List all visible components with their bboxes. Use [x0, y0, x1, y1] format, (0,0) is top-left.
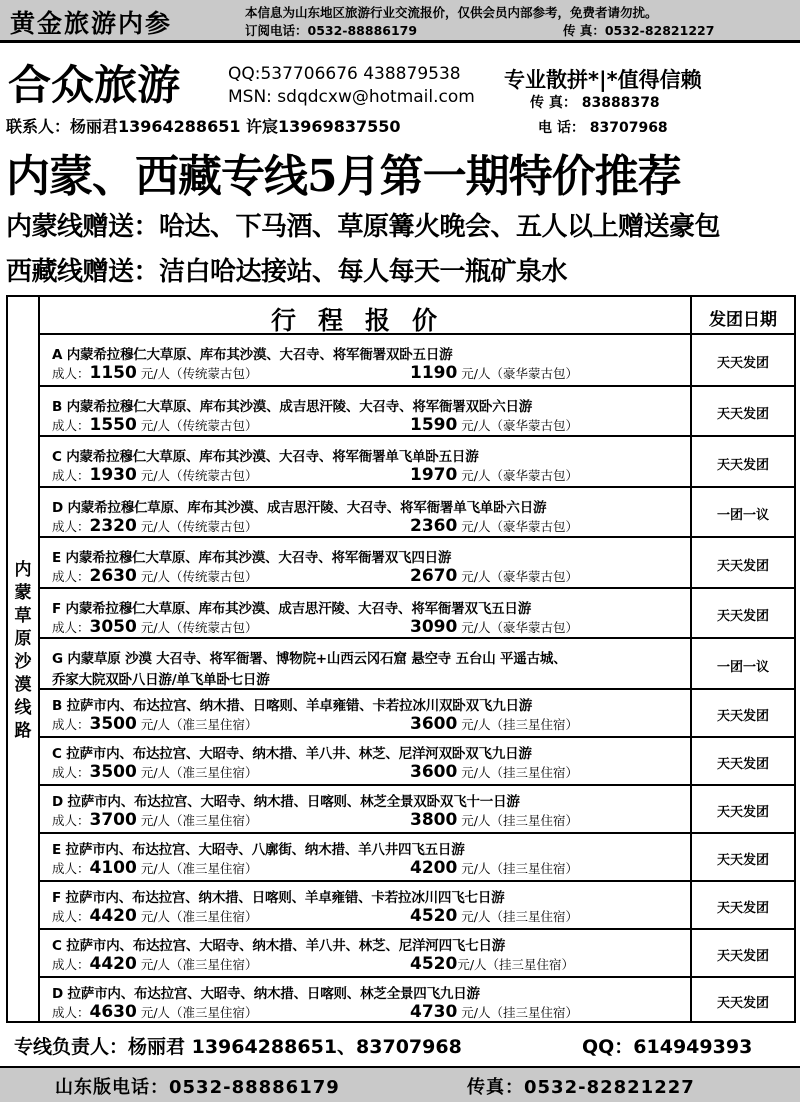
price-premium-value: 3600: [410, 762, 458, 782]
departure-date: 天天发团: [716, 356, 769, 371]
footer-tel: 山东版电话：0532-88886179: [55, 1077, 340, 1098]
itinerary-title: C 拉萨市内、布达拉宫、大昭寺、纳木措、羊八井、林芝、尼洋河双卧双飞九日游: [52, 746, 532, 762]
price-standard-value: 1550: [89, 415, 137, 435]
price-standard: [52, 465, 258, 485]
price-premium-value: 3090: [410, 617, 458, 637]
agency-contacts: 联系人：杨丽君13964288651 许宸13969837550: [6, 117, 401, 136]
table-row: [40, 882, 690, 930]
departure-date: 天天发团: [716, 609, 769, 624]
table-row: [40, 387, 690, 437]
itinerary-title: F 内蒙希拉穆仁大草原、库布其沙漠、成吉思汗陵、大召寺、将军衙署双飞五日游: [52, 601, 532, 617]
departure-date: 天天发团: [716, 805, 769, 820]
price-premium: [410, 566, 578, 586]
price-premium-note: 元/人（豪华蒙古包）: [457, 468, 579, 483]
departure-date-cell: [692, 387, 794, 437]
table-row: [40, 690, 690, 738]
price-premium-value: 4520: [410, 906, 458, 926]
price-premium-value: 4730: [410, 1002, 458, 1022]
table-row: [40, 335, 690, 387]
departure-date: 天天发团: [716, 996, 769, 1011]
price-label: 成人：: [52, 418, 90, 433]
promo-inner-mongolia: 内蒙线赠送：哈达、下马酒、草原篝火晚会、五人以上赠送豪包: [6, 212, 721, 242]
top-banner: [0, 0, 800, 43]
price-premium: [410, 810, 578, 830]
itinerary-title: D 内蒙希拉穆仁草原、库布其沙漠、成吉思汗陵、大召寺、将军衙署单飞单卧六日游: [52, 500, 547, 516]
price-label: 成人：: [52, 569, 90, 584]
departure-date-cell: [692, 639, 794, 690]
price-standard-note: 元/人（准三星住宿）: [136, 765, 258, 780]
price-standard: [52, 1002, 258, 1022]
price-label: 成人：: [52, 519, 90, 534]
table-row: [40, 639, 690, 690]
price-standard: [52, 954, 258, 974]
price-standard-value: 1150: [89, 363, 137, 383]
itinerary-title: C 内蒙希拉穆仁大草原、库布其沙漠、大召寺、将军衙署单飞单卧五日游: [52, 449, 479, 465]
price-standard-value: 1930: [89, 465, 137, 485]
price-premium: [410, 363, 578, 383]
footer-contact: [6, 1029, 796, 1061]
itinerary-title: F 拉萨市内、布达拉宫、纳木措、日喀则、羊卓雍错、卡若拉冰川四飞七日游: [52, 890, 505, 906]
price-premium: [410, 954, 574, 974]
bottom-banner: [0, 1066, 800, 1102]
price-label: 成人：: [52, 861, 90, 876]
departure-date: 天天发团: [716, 709, 769, 724]
departure-date-cell: [692, 538, 794, 589]
price-premium-note: 元/人（豪华蒙古包）: [457, 519, 579, 534]
departure-date-cell: [692, 882, 794, 930]
departure-date-cell: [692, 589, 794, 639]
column-divider: [690, 297, 692, 1021]
price-premium-value: 3600: [410, 714, 458, 734]
price-standard-note: 元/人（传统蒙古包）: [136, 468, 258, 483]
price-premium-note: 元/人（豪华蒙古包）: [457, 620, 579, 635]
departure-date-cell: [692, 738, 794, 786]
price-label: 成人：: [52, 1005, 90, 1020]
itinerary-title: D 拉萨市内、布达拉宫、大昭寺、纳木措、日喀则、林芝全景四飞九日游: [52, 986, 480, 1002]
price-premium-note: 元/人（豪华蒙古包）: [457, 418, 579, 433]
promo-tibet: 西藏线赠送：洁白哈达接站、每人每天一瓶矿泉水: [6, 257, 568, 287]
price-label: 成人：: [52, 765, 90, 780]
price-premium: [410, 762, 578, 782]
price-premium: [410, 1002, 578, 1022]
departure-date: 天天发团: [716, 757, 769, 772]
price-standard-note: 元/人（传统蒙古包）: [136, 366, 258, 381]
itinerary-title: A 内蒙希拉穆仁大草原、库布其沙漠、大召寺、将军衙署双卧五日游: [52, 347, 453, 363]
table-row: [40, 786, 690, 834]
price-standard-note: 元/人（准三星住宿）: [136, 909, 258, 924]
itinerary-title: E 内蒙希拉穆仁大草原、库布其沙漠、大召寺、将军衙署双飞四日游: [52, 550, 452, 566]
departure-date: 天天发团: [716, 901, 769, 916]
price-premium: [410, 516, 578, 536]
price-premium-value: 4200: [410, 858, 458, 878]
price-standard: [52, 566, 258, 586]
price-premium: [410, 858, 578, 878]
price-premium-note: 元/人（豪华蒙古包）: [457, 366, 579, 381]
table-row: [40, 930, 690, 978]
price-standard-value: 3500: [89, 762, 137, 782]
price-standard-note: 元/人（传统蒙古包）: [136, 620, 258, 635]
price-standard-value: 4100: [89, 858, 137, 878]
itinerary-title: E 拉萨市内、布达拉宫、大昭寺、八廓街、纳木措、羊八井四飞五日游: [52, 842, 465, 858]
footer-fax: 传真：0532-82821227: [467, 1077, 695, 1098]
price-standard-note: 元/人（准三星住宿）: [136, 1005, 258, 1020]
itinerary-title: G 内蒙草原 沙漠 大召寺、将军衙署、博物院+山西云冈石窟 悬空寺 五台山 平遥古城、: [52, 651, 567, 667]
price-premium-note: 元/人（挂三星住宿）: [457, 909, 579, 924]
departure-date: 天天发团: [716, 559, 769, 574]
price-premium: [410, 906, 578, 926]
departure-date-cell: [692, 834, 794, 882]
itinerary-title: B 拉萨市内、布达拉宫、纳木措、日喀则、羊卓雍错、卡若拉冰川双卧双飞九日游: [52, 698, 533, 714]
departure-date: 天天发团: [716, 458, 769, 473]
table-row: [40, 488, 690, 538]
agency-logo: 合众旅游: [8, 61, 181, 109]
price-standard-value: 4420: [89, 954, 137, 974]
publication-notice: 本信息为山东地区旅游行业交流报价，仅供会员内部参考，免费者请勿扰。: [245, 5, 658, 20]
table-row: [40, 738, 690, 786]
footer-manager: 专线负责人：杨丽君 13964288651、83707968: [14, 1036, 462, 1058]
price-standard-note: 元/人（传统蒙古包）: [136, 569, 258, 584]
price-premium-note: 元/人（挂三星住宿）: [457, 765, 579, 780]
departure-date-cell: [692, 488, 794, 538]
price-standard-note: 元/人（准三星住宿）: [136, 957, 258, 972]
departure-date-cell: [692, 335, 794, 387]
price-standard-value: 3700: [89, 810, 137, 830]
itinerary-title-continued: 乔家大院双卧八日游/单飞单卧七日游: [52, 672, 270, 688]
price-label: 成人：: [52, 909, 90, 924]
price-standard-note: 元/人（传统蒙古包）: [136, 519, 258, 534]
price-standard-note: 元/人（准三星住宿）: [136, 717, 258, 732]
price-standard: [52, 516, 258, 536]
price-standard-value: 4420: [89, 906, 137, 926]
price-premium: [410, 714, 578, 734]
price-standard: [52, 617, 258, 637]
price-standard: [52, 415, 258, 435]
price-label: 成人：: [52, 468, 90, 483]
departure-date-cell: [692, 930, 794, 978]
agency-phone: 电 话： 83707968: [538, 120, 668, 136]
price-premium: [410, 617, 578, 637]
itinerary-price-table: [6, 295, 796, 1023]
price-premium-value: 1590: [410, 415, 458, 435]
price-standard: [52, 363, 258, 383]
price-label: 成人：: [52, 957, 90, 972]
departure-date: 一团一议: [716, 660, 769, 675]
departure-date-cell: [692, 786, 794, 834]
price-premium-note: 元/人（挂三星住宿）: [457, 957, 575, 972]
price-premium: [410, 415, 578, 435]
agency-qq: QQ:537706676 438879538: [228, 64, 461, 84]
departure-date-cell: [692, 978, 794, 1023]
route-category-column: [8, 297, 40, 1021]
publication-fax: 传 真：0532-82821227: [563, 23, 715, 38]
price-label: 成人：: [52, 620, 90, 635]
price-label: 成人：: [52, 717, 90, 732]
price-premium-note: 元/人（挂三星住宿）: [457, 861, 579, 876]
price-standard: [52, 906, 258, 926]
header-itinerary: 行程报价: [270, 306, 459, 335]
price-standard-note: 元/人（准三星住宿）: [136, 861, 258, 876]
agency-fax: 传 真： 83888378: [530, 95, 660, 111]
price-standard-value: 2630: [89, 566, 137, 586]
table-row: [40, 834, 690, 882]
publication-title: 黄金旅游内参: [10, 9, 173, 38]
table-row: [40, 589, 690, 639]
footer-qq: QQ：614949393: [582, 1036, 753, 1058]
price-premium-note: 元/人（挂三星住宿）: [457, 717, 579, 732]
price-standard: [52, 714, 258, 734]
price-standard: [52, 858, 258, 878]
table-header: [40, 297, 794, 335]
price-premium-note: 元/人（豪华蒙古包）: [457, 569, 579, 584]
price-premium-value: 3800: [410, 810, 458, 830]
price-label: 成人：: [52, 366, 90, 381]
table-row: [40, 538, 690, 589]
price-premium-note: 元/人（挂三星住宿）: [457, 1005, 579, 1020]
price-standard-note: 元/人（传统蒙古包）: [136, 418, 258, 433]
price-premium-value: 4520: [410, 954, 458, 974]
price-standard-value: 3050: [89, 617, 137, 637]
departure-date: 一团一议: [716, 508, 769, 523]
itinerary-title: B 内蒙希拉穆仁大草原、库布其沙漠、成吉思汗陵、大召寺、将军衙署双卧六日游: [52, 399, 533, 415]
price-standard-note: 元/人（准三星住宿）: [136, 813, 258, 828]
departure-date: 天天发团: [716, 853, 769, 868]
route-category-label: 内蒙草原沙漠线路: [14, 560, 32, 741]
departure-date: 天天发团: [716, 949, 769, 964]
price-premium-value: 1190: [410, 363, 458, 383]
table-row: [40, 978, 690, 1023]
price-premium-value: 2360: [410, 516, 458, 536]
price-premium-value: 1970: [410, 465, 458, 485]
price-standard: [52, 810, 258, 830]
price-standard-value: 4630: [89, 1002, 137, 1022]
header-departure-date: 发团日期: [709, 310, 777, 330]
agency-slogan: 专业散拼*|*值得信赖: [504, 68, 702, 92]
departure-date: 天天发团: [716, 407, 769, 422]
price-standard-value: 2320: [89, 516, 137, 536]
price-premium-note: 元/人（挂三星住宿）: [457, 813, 579, 828]
price-premium-value: 2670: [410, 566, 458, 586]
page-headline: 内蒙、西藏专线5月第一期特价推荐: [6, 151, 681, 202]
subscription-phone: 订阅电话：0532-88886179: [245, 23, 418, 38]
price-standard-value: 3500: [89, 714, 137, 734]
table-row: [40, 437, 690, 488]
price-label: 成人：: [52, 813, 90, 828]
departure-date-cell: [692, 690, 794, 738]
itinerary-title: D 拉萨市内、布达拉宫、大昭寺、纳木措、日喀则、林芝全景双卧双飞十一日游: [52, 794, 520, 810]
price-standard: [52, 762, 258, 782]
agency-msn: MSN: sdqdcxw@hotmail.com: [228, 87, 475, 107]
price-premium: [410, 465, 578, 485]
departure-date-cell: [692, 437, 794, 488]
itinerary-title: C 拉萨市内、布达拉宫、大昭寺、纳木措、羊八井、林芝、尼洋河四飞七日游: [52, 938, 506, 954]
